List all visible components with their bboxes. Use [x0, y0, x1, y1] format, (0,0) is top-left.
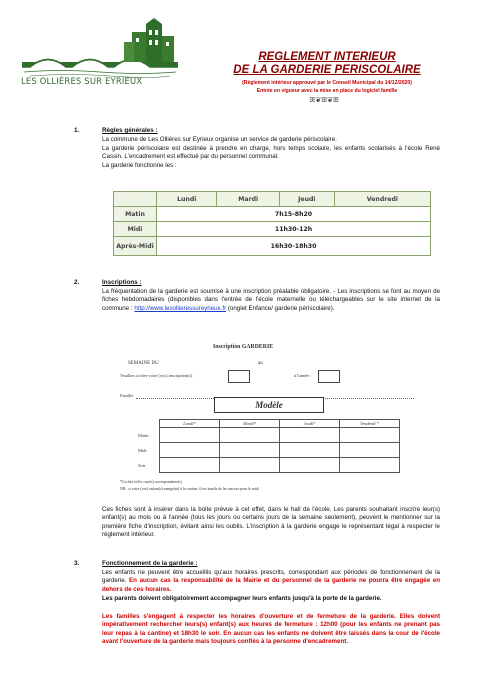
form-table	[137, 419, 400, 473]
form-row-label: Midi	[138, 447, 147, 453]
form-week-label: SEMAINE DU	[128, 361, 159, 366]
table-row	[137, 420, 400, 428]
form-day-header: Lundi*	[160, 420, 220, 428]
document-title-line2: DE LA GARDERIE PERISCOLAIRE	[233, 64, 421, 76]
form-checkbox	[228, 370, 250, 383]
period-label: Matin	[114, 207, 157, 222]
period-label: Après-Midi	[114, 237, 157, 256]
form-row-label: Soir	[138, 462, 146, 468]
table-row	[137, 428, 400, 443]
form-day-header: Mardi*	[220, 420, 280, 428]
form-day-header: Vendredi *	[340, 420, 400, 428]
schedule-table	[113, 191, 431, 256]
approval-note: (Règlement intérieur approuvé par le Conseil Municipal du 14/12/2020)	[242, 80, 412, 86]
paragraph: Ces fiches sont à insérer dans la boite prévue à cet effet, dans le hall de l'école. Les parents souhaitant inscrire leur(s) enfant(s) au mois ou à l'année (tous les jours ou certains jours de la semaine seulement), peuvent le mentionner sur la première fiche d'inscription, évitant ainsi les oublis. L'inscription à la garderie engage le représentant légal à respecter le règlement intérieur.	[102, 506, 440, 539]
form-checkbox	[318, 370, 340, 383]
table-row	[137, 443, 400, 458]
table-row	[114, 222, 431, 237]
form-year-label: à l'année :	[294, 373, 312, 378]
inscription-text: La fréquentation de la garderie est soumise à une inscription préalable obligatoire. - Les inscriptions se font au moyen de fiches hebdomadaires (disponibles dans l'entrée de l'école maternelle ou téléchargeables sur le site internet de la commune :	[102, 288, 440, 312]
operation-text: Les enfants ne peuvent être accueillis qu'aux horaires prescrits, correspondant aux périodes de fonctionnement de la garderie.	[102, 569, 440, 585]
form-au-label: au	[258, 361, 263, 366]
table-row	[114, 192, 431, 207]
inscription-text-end: (onglet Enfance/ garderie périscolaire).	[226, 304, 335, 312]
period-hours: 11h30-12h	[157, 222, 431, 237]
table-row	[114, 237, 431, 256]
period-hours: 7h15-8h20	[157, 207, 431, 222]
form-family-label: Famille	[120, 393, 134, 398]
form-day-header: Jeudi*	[280, 420, 340, 428]
day-header: Vendredi	[334, 192, 430, 207]
sample-stamp: Modèle	[214, 397, 324, 413]
form-title: Inscription GARDERIE	[213, 344, 274, 350]
paragraph	[102, 288, 440, 313]
ornament-divider: ꕥ❦ꕥ❦ꕥ	[309, 97, 340, 104]
paragraph: Les familles s'engagent à respecter les horaires d'ouverture et de fermeture de la garderie. Elles doivent impérativement rechercher leurs(s) enfant(s) aux heures de fermeture : 12h00 (pour les enfants ne prenant pas leur repas à la cantine) et 18h30 le soir. En aucun cas les enfants ne doivent être laissés dans la cour de l'école avant l'ouverture de la garderie mais toujours confiés à la personne d'encadrement.	[102, 613, 440, 646]
section-number: 3.	[74, 560, 80, 567]
registration-form-sample	[118, 343, 443, 498]
form-footnote: *Cochez la/les case(s) correspondante(s)	[120, 480, 182, 484]
paragraph: La commune de Les Ollières sur Eyrieux organise un service de garderie périscolaire.	[102, 136, 337, 143]
section-heading: Fonctionnement de la garderie :	[102, 560, 198, 567]
town-logo	[20, 14, 180, 84]
period-label: Midi	[114, 222, 157, 237]
form-footnote: NB : si votre (vos) enfant(s) mange(nt) à la cantine, il est inutile de les inscrire pour le midi	[120, 487, 259, 491]
effective-note: Entrée en vigueur avec la mise en place du logiciel famille	[256, 88, 398, 94]
day-header: Lundi	[157, 192, 217, 207]
document-title-line1: REGLEMENT INTERIEUR	[258, 51, 396, 63]
table-row	[114, 207, 431, 222]
table-corner	[114, 192, 157, 207]
form-row-label: Matin	[138, 432, 149, 438]
day-header: Jeudi	[279, 192, 334, 207]
commune-website-link[interactable]: http://www.lesollieressureyrieux.fr	[134, 304, 227, 312]
responsibility-warning: En aucun cas la responsabilité de la Mairie et du personnel de la garderie ne pourra être engagée en dehors de ces horaires.	[102, 577, 440, 593]
section-number: 2.	[74, 279, 80, 286]
section-heading: Inscriptions :	[102, 279, 142, 286]
section-number: 1.	[74, 127, 80, 134]
period-hours: 16h30-18h30	[157, 237, 431, 256]
paragraph: La garderie périscolaire est destinée à prendre en charge, hors temps scolaire, les enfants scolarisés à l'école René Cassin. L'encadrement est effectué par du personnel communal.	[102, 145, 440, 161]
paragraph: Les parents doivent obligatoirement accompagner leurs enfants jusqu'à la porte de la garderie.	[102, 595, 382, 602]
paragraph: La garderie fonctionne les :	[102, 162, 177, 169]
form-instruction: Veuillez cocher votre (vos) inscription(s) :	[120, 373, 195, 378]
section-heading: Règles générales :	[102, 127, 158, 134]
day-header: Mardi	[217, 192, 279, 207]
paragraph	[102, 569, 440, 594]
logo-text: LES OLLIÈRES SUR EYRIEUX	[21, 76, 143, 86]
table-row	[137, 458, 400, 473]
